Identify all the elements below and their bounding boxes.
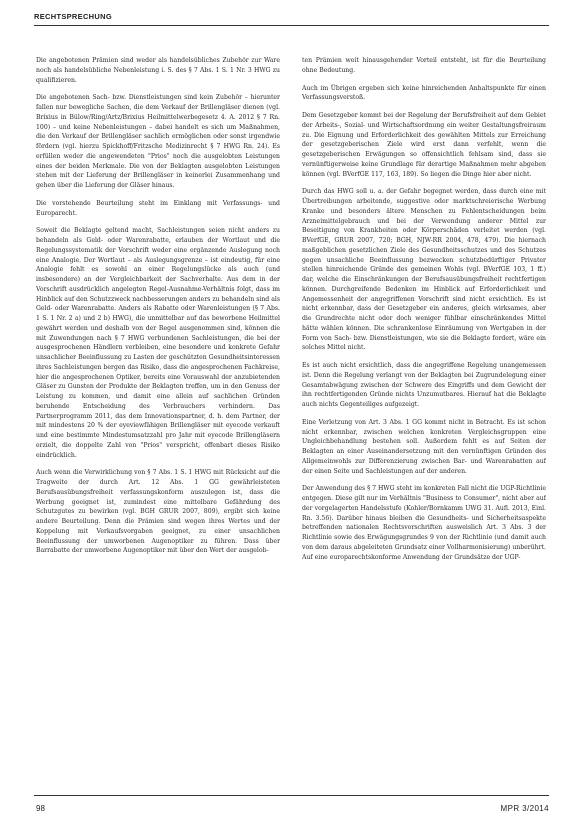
paragraph: Es ist auch nicht ersichtlich, dass die angegriffene Regelung unangemessen ist. Denn die Regelung verlangt von der Beklagten bei Zugrundelegung einer Gesamtabwägung zwischen der Schwere des Eingriffs und dem Gewicht der ihn rechtfertigenden Gründe nichts Unzumutbares. Hierauf hat die Beklagte auch nichts Gegenteiliges aufgezeigt.: [302, 362, 546, 408]
footer-divider: [34, 795, 549, 796]
paragraph: Der Anwendung des § 7 HWG steht im konkreten Fall nicht die UGP-Richtlinie entgegen. Diese gilt nur im Verhältnis "Business to Consumer", nicht aber auf der vorgelagerten Handelsstufe (Kohler/Bornkamm UWG 31. Aufl. 2013, Einl. Rn. 3.56). Darüber hinaus bleiben die Gesundheits- und Sicherheitsaspekte betreffenden nationalen Rechtsvorschriften ausweislich Art. 3 Abs. 3 der Richtlinie sowie des Erwägungsgrundes 9 von der Richtlinie (und damit auch von dem daraus abgeleiteten Grundsatz einer Vollharmonisierung) unberührt. Auf eine europarechtskonforme Anwendung der Grundsätze der UGP-: [302, 485, 546, 561]
header-divider: [34, 25, 549, 26]
paragraph: Eine Verletzung von Art. 3 Abs. 1 GG kommt nicht in Betracht. Es ist schon nicht erkennbar, zwischen welchen konkreten Vergleichsgruppen eine Ungleichbehandlung bestehen soll. Außerdem fehlt es auf Seiten der Beklagten an einer Auseinandersetzung mit den vernünftigen Gründen des Allgemeinwohls zur Differenzierung zwischen Bar- und Warenrabatten auf der einen Seite und Sachleistungen auf der anderen.: [302, 418, 546, 475]
paragraph: Auch im Übrigen ergeben sich keine hinreichenden Anhaltspunkte für einen Verfassungsverstoß.: [302, 84, 546, 102]
paragraph: Auch wenn die Verwirklichung von § 7 Abs. 1 S. 1 HWG mit Rücksicht auf die Tragweite der durch Art. 12 Abs. 1 GG gewährleisteten Berufsausübungsfreiheit verfassungskonform auszulegen ist, dass die Werbung geeignet ist, zumindest eine mittelbare Gefährdung des Schutzgutes zu bewirken (vgl. BGH GRUR 2007, 809), ergibt sich keine andere Beurteilung. Denn die Prämien sind wegen ihres Wertes und der Koppelung mit Verkaufsvorgaben geeignet, zu einer unsachlichen Beeinflussung der umworbenen Augenoptiker zu führen. Dass über Barrabatte der umworbene Augenoptiker mit über den Wert der ausgelob-: [36, 469, 280, 555]
page-number: 98: [36, 804, 45, 813]
left-text-column: [36, 56, 280, 788]
paragraph: Durch das HWG soll u. a. der Gefahr begegnet werden, dass durch eine mit Übertreibungen arbeitende, suggestive oder marktschreierische Werbung Kranke und besonders ältere Menschen zu Fehlentscheidungen beim Arzneimittelgebrauch und bei der Verwendung anderer Mittel zur Beseitigung von Krankheiten oder Körperschäden verleitet werden (vgl. BVerfGE, GRUR 2007, 720; BGH, NJW-RR 2004, 478, 479). Die hiernach maßgeblichen gesetzlichen Ziele des Gesundheitsschutzes und des Schutzes gegen unsachliche Beeinflussung bezwecken schutzbedürftiger Privater stellen hinreichende Gründe des gemeinen Wohls (vgl. BVerfGE 103, 1 ff.) dar, welche die Einschränkungen der Berufsausübungsfreiheit rechtfertigen können. Durchgreifende Bedenken im Hinblick auf Erforderlichkeit und Angemessenheit der angegriffenen Vorschrift sind nicht ersichtlich. Es ist nicht erkennbar, dass der Gesetzgeber ein anderes, gleich wirksames, aber die Grundrechte nicht oder doch weniger fühlbar einschränkendes Mittel hätte wählen können. Die schrankenlose Einräumung von Wertgaben in der Form von Sach- bzw. Dienstleistungen, wie sie die Beklagte fordert, wäre ein solches Mittel nicht.: [302, 188, 546, 352]
paragraph: ten Prämien weit hinausgehender Vorteil entsteht, ist für die Beurteilung ohne Bedeutung.: [302, 57, 546, 74]
paragraph: Dem Gesetzgeber kommt bei der Regelung der Berufsfreiheit auf dem Gebiet der Arbeits-, Sozial- und Wirtschaftsordnung ein weiter Gestaltungsfreiraum zu. Die Eignung und Erforderlichkeit des gewählten Mittels zur Erreichung der gesetzgeberischen Ziele wird erst dann verfehlt, wenn die gesetzgeberischen Erwägungen so offensichtlich fehlsam sind, dass sie vernünftigerweise keine Grundlage für derartige Maßnahmen mehr abgeben können (vgl. BVerfGE 117, 163, 189). So liegen die Dinge hier aber nicht.: [302, 112, 546, 178]
section-header: RECHTSPRECHUNG: [34, 12, 112, 21]
right-text-column: [302, 56, 546, 788]
paragraph: Die vorstehende Beurteilung steht im Einklang mit Verfassungs- und Europarecht.: [36, 199, 280, 217]
paragraph: Die angebotenen Prämien sind weder als handelsübliches Zubehör zur Ware noch als handelsübliche Nebenleistung i. S. des § 7 Abs. 1 S. 1 Nr. 3 HWG zu qualifizieren.: [36, 57, 280, 84]
journal-issue: MPR 3/2014: [500, 804, 549, 813]
paragraph: Die angebotenen Sach- bzw. Dienstleistungen sind kein Zubehör – hierunter fallen nur bewegliche Sachen, die dem Verkauf der Brillengläser dienen (vgl. Brixius in Bülow/Ring/Artz/Brixius Heilmittelwerbegesetz 4. A. 2012 § 7 Rn. 100) – und keine Nebenleistungen – dabei handelt es sich um Maßnahmen, die den Verkauf der Brillengläser sachlich ermöglichen oder sonst irgendwie fördern (vgl. hierzu Spickhoff/Fritzsche Medizinrecht § 7 HWG Rn. 24). Es erfüllen weder die angewendeten "Prios" noch die ausgelobten Leistungen eines der beiden Merkmale. Die von der Beklagten ausgelobten Leistungen stehen mit der Lieferung der Brillengläser in keinerlei Zusammenhang und gehen über die Lieferung der Gläser hinaus.: [36, 94, 280, 189]
paragraph: Soweit die Beklagte geltend macht, Sachleistungen seien nicht anders zu behandeln als Geld- oder Warenrabatte, erlauben der Wortlaut und die Regelungssystematik der Vorschrift weder eine ergänzende Auslegung noch eine Analogie. Der Wortlaut – als Auslegungsgrenze – ist eindeutig, für eine Analogie fehlt es sowohl an einer Regelungslücke als auch (und insbesondere) an der Vergleichbarkeit der Sachverhalte. Aus dem in der Vorschrift ausdrücklich angelegten Regel-Ausnahme-Verhältnis folgt, dass im Hinblick auf den Schutzzweck nachbesserungen anders zu behandeln sind als Geld- oder Warenrabatte. Anders als Rabatte oder Warenleistungen (§ 7 Abs. 1 S. 1 Nr. 2 a) und 2 b) HWG), die unmittelbar auf das beworbene Heilmittel gewährt werden und deshalb von der Regel ausgenommen sind, können die mit Zuwendungen nach § 7 HWG verbundenen Sachleistungen, die bei der ausgesprochenen Händlern verbleiben, eine besondere und konkrete Gefahr unsachlicher Beeinflussung zu Lasten der geschützten Gesundheitsinteressen ihres Sachleistungen bergen das Risiko, dass die angesprochenen Fachkreise, hier die angesprochenen Optiker, bereits eine Vorauswahl der anzubietenden Gläser zu Gunsten der Produkte der Beklagten treffen, um in den Genuss der Leistung zu kommen, und damit eine allein auf sachlichen Gründen beruhende Entscheidung des Verbrauchers verhindern. Das Partnerprogramm 2011, das dem Innovationspartner, d. h. dem Partner, der mit mindestens 20 % der eyeviewfähigen Brillengläser mit eyecode verkauft und eine bestimmte Mindestumsatzzahl pro Jahr mit eyecode Brillengläsern erzielt, die doppelte Zahl von "Prios" verspricht, offenbart dieses Risiko eindrücklich.: [36, 227, 280, 459]
